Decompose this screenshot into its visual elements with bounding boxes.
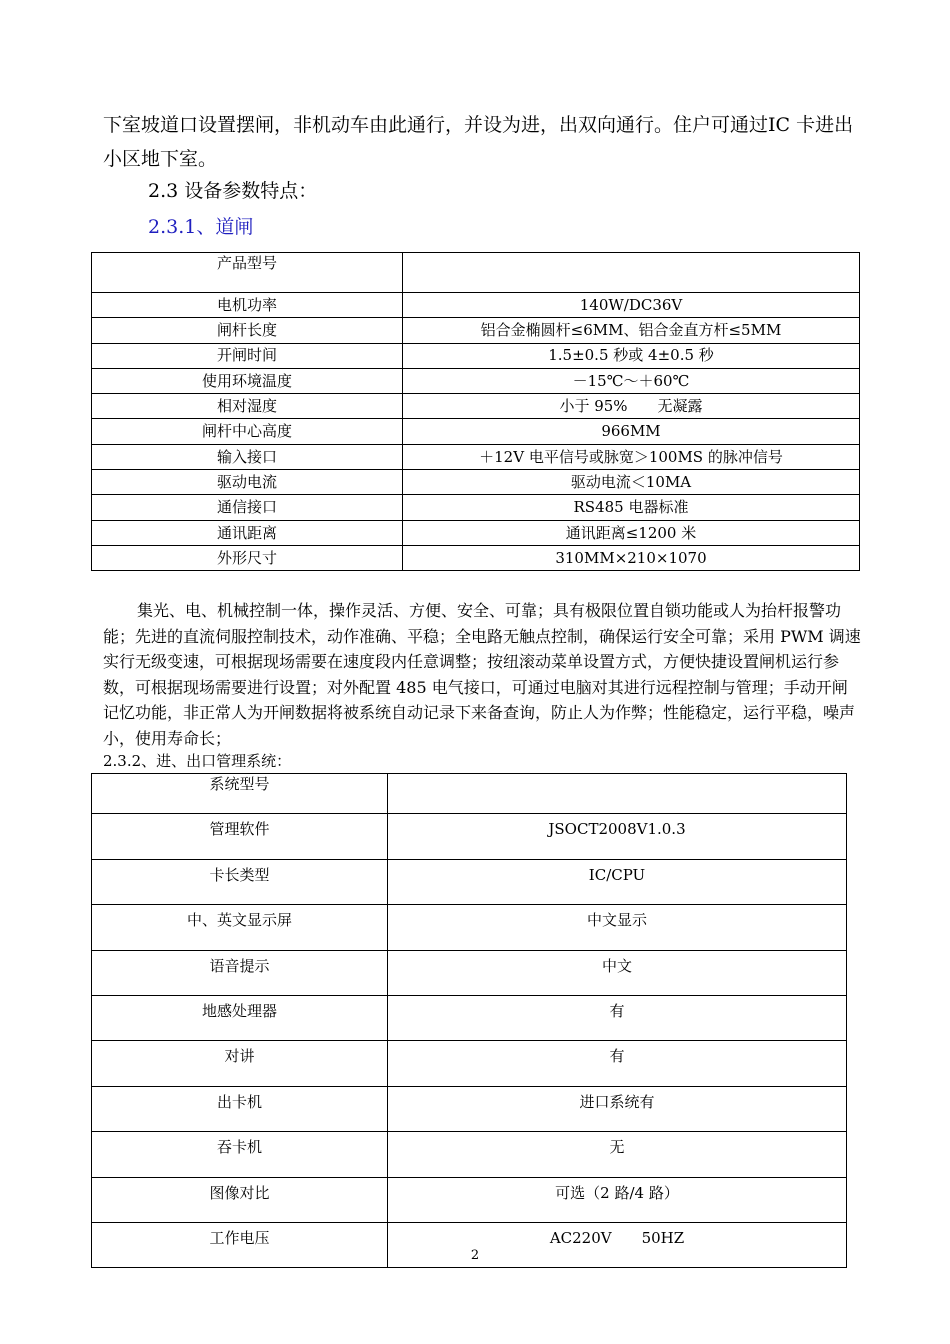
spec-value-cell: RS485 电器标准 — [403, 495, 860, 520]
table-row — [92, 419, 860, 444]
spec-label-cell: 对讲 — [92, 1041, 388, 1086]
section-heading-2-3-2: 2.3.2、进、出口管理系统： — [103, 752, 292, 770]
table-row — [92, 368, 860, 393]
spec-value-cell: ＋12V 电平信号或脉宽＞100MS 的脉冲信号 — [403, 444, 860, 469]
spec-label-cell: 电机功率 — [92, 293, 403, 318]
spec-value-cell: 中文 — [388, 950, 847, 995]
table-row — [92, 394, 860, 419]
spec-value-cell — [388, 774, 847, 814]
spec-value-cell: 140W/DC36V — [403, 293, 860, 318]
spec-value-cell — [403, 253, 860, 293]
table-row — [92, 520, 860, 545]
spec-value-cell: IC/CPU — [388, 859, 847, 904]
spec-value-cell: 进口系统有 — [388, 1086, 847, 1131]
table-row — [92, 253, 860, 293]
system-spec-table — [91, 773, 847, 1268]
table-row — [92, 1041, 847, 1086]
spec-label-cell: 驱动电流 — [92, 470, 403, 495]
spec-value-cell: 966MM — [403, 419, 860, 444]
page-number: 2 — [470, 1248, 480, 1263]
table-row — [92, 1177, 847, 1222]
features-paragraph: 集光、电、机械控制一体，操作灵活、方便、安全、可靠；具有极限位置自锁功能或人为抬杆报警功能；先进的直流伺服控制技术，动作准确、平稳；全电路无触点控制，确保运行安全可靠；采用 PWM 调速实行无级变速，可根据现场需要在速度段内任意调整；按纽滚动菜单设置方式，方便快捷设置闸机运行参数，可根据现场需要进行设置；对外配置 485 电气接口，可通过电脑对其进行远程控制与管理；手动开闸记忆功能，非正常人为开闸数据将被系统自动记录下来备查询，防止人为作弊；性能稳定，运行平稳，噪声小，使用寿命长； — [103, 601, 861, 748]
spec-value-cell: 铝合金椭圆杆≤6MM、铝合金直方杆≤5MM — [403, 318, 860, 343]
table-row — [92, 905, 847, 950]
spec-label-cell: 闸杆中心高度 — [92, 419, 403, 444]
table-row — [92, 1086, 847, 1131]
spec-label-cell: 语音提示 — [92, 950, 388, 995]
table-row — [92, 1132, 847, 1177]
table-row — [92, 444, 860, 469]
spec-label-cell: 管理软件 — [92, 814, 388, 859]
spec-value-cell: 驱动电流＜10MA — [403, 470, 860, 495]
spec-label-cell: 系统型号 — [92, 774, 388, 814]
spec-value-cell: 可选（2 路/4 路） — [388, 1177, 847, 1222]
table-row — [92, 950, 847, 995]
table-row — [92, 495, 860, 520]
spec-label-cell: 闸杆长度 — [92, 318, 403, 343]
spec-value-cell: －15℃～＋60℃ — [403, 368, 860, 393]
spec-label-cell: 外形尺寸 — [92, 545, 403, 570]
spec-label-cell: 地感处理器 — [92, 995, 388, 1040]
table-row — [92, 859, 847, 904]
spec-label-cell: 开闸时间 — [92, 343, 403, 368]
spec-value-cell: 无 — [388, 1132, 847, 1177]
table-row — [92, 318, 860, 343]
spec-value-cell: 310MM×210×1070 — [403, 545, 860, 570]
table-row — [92, 545, 860, 570]
spec-label-cell: 吞卡机 — [92, 1132, 388, 1177]
intro-paragraph: 下室坡道口设置摆闸，非机动车由此通行，并设为进，出双向通行。住户可通过IC 卡进出小区地下室。 — [103, 114, 854, 170]
table-row — [92, 995, 847, 1040]
spec-value-cell: 1.5±0.5 秒或 4±0.5 秒 — [403, 343, 860, 368]
spec-label-cell: 卡长类型 — [92, 859, 388, 904]
spec-value-cell: 有 — [388, 995, 847, 1040]
table-row — [92, 814, 847, 859]
spec-value-cell: 有 — [388, 1041, 847, 1086]
table-row — [92, 470, 860, 495]
spec-value-cell: 通讯距离≤1200 米 — [403, 520, 860, 545]
spec-value-cell: 中文显示 — [388, 905, 847, 950]
table-row — [92, 774, 847, 814]
spec-label-cell: 通讯距离 — [92, 520, 403, 545]
spec-label-cell: 产品型号 — [92, 253, 403, 293]
spec-label-cell: 使用环境温度 — [92, 368, 403, 393]
spec-label-cell: 相对湿度 — [92, 394, 403, 419]
spec-value-cell: JSOCT2008V1.0.3 — [388, 814, 847, 859]
section-heading-2-3: 2.3 设备参数特点： — [148, 180, 318, 202]
spec-value-cell: 小于 95% 无凝露 — [403, 394, 860, 419]
spec-label-cell: 出卡机 — [92, 1086, 388, 1131]
gate-spec-table — [91, 252, 860, 571]
spec-label-cell: 工作电压 — [92, 1222, 388, 1267]
spec-label-cell: 输入接口 — [92, 444, 403, 469]
table-row — [92, 293, 860, 318]
spec-value-cell: AC220V 50HZ — [388, 1222, 847, 1267]
section-heading-2-3-1: 2.3.1、道闸 — [148, 216, 254, 238]
spec-label-cell: 中、英文显示屏 — [92, 905, 388, 950]
table-row — [92, 343, 860, 368]
spec-label-cell: 图像对比 — [92, 1177, 388, 1222]
spec-label-cell: 通信接口 — [92, 495, 403, 520]
